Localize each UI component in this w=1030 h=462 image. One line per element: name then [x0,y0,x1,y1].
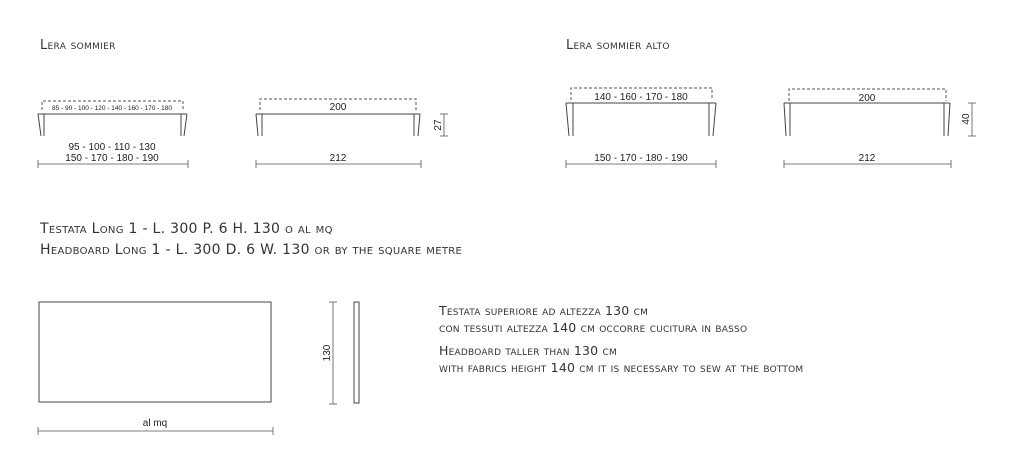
headboard-profile [354,302,359,403]
note-line-4: with fabrics height 140 cm it is necessary to sew at the bottom [439,360,804,375]
side-bottom-dimension: 212 [329,153,347,164]
front-bottom-dimension-2: 150 - 170 - 180 - 190 [65,153,159,164]
lera-sommier-alto-side-view [784,89,976,168]
lera-sommier-alto-front-view [566,88,716,168]
title-lera-sommier-alto: Lera sommier alto [566,38,670,53]
spec-line-english: Headboard Long 1 - L. 300 D. 6 W. 130 or by the square metre [40,242,463,258]
headboard-width-dimension: al mq [142,418,168,429]
bed-frame [38,114,187,136]
height-dimension: 27 [433,119,444,131]
headboard-side-view [322,302,359,404]
headboard-panel [39,302,271,402]
lera-sommier-front-view [38,101,188,168]
front-bottom-dimension-1: 95 - 100 - 110 - 130 [68,142,156,153]
note-line-1: Testata superiore ad altezza 130 cm [439,303,649,318]
side-bottom-dimension: 212 [858,153,876,164]
title-lera-sommier: Lera sommier [40,38,116,53]
bed-frame [784,103,950,136]
height-dimension: 40 [961,113,972,125]
headboard-height-dimension: 130 [322,344,333,362]
headboard-front-view [38,302,273,435]
bed-frame [256,114,420,136]
side-top-dimension: 200 [329,102,347,113]
lera-sommier-side-view [256,99,448,168]
side-top-dimension: 200 [858,93,876,104]
front-bottom-dimension: 150 - 170 - 180 - 190 [594,153,688,164]
spec-line-italian: Testata Long 1 - L. 300 P. 6 H. 130 o al mq [40,221,333,237]
front-top-dimension: 85 - 90 - 100 - 120 - 140 - 160 - 170 - 180 [52,105,172,112]
bed-frame [566,103,716,136]
note-line-2: con tessuti altezza 140 cm occorre cucitura in basso [439,320,748,335]
note-line-3: Headboard taller than 130 cm [439,343,617,358]
front-top-dimension: 140 - 160 - 170 - 180 [594,92,688,103]
